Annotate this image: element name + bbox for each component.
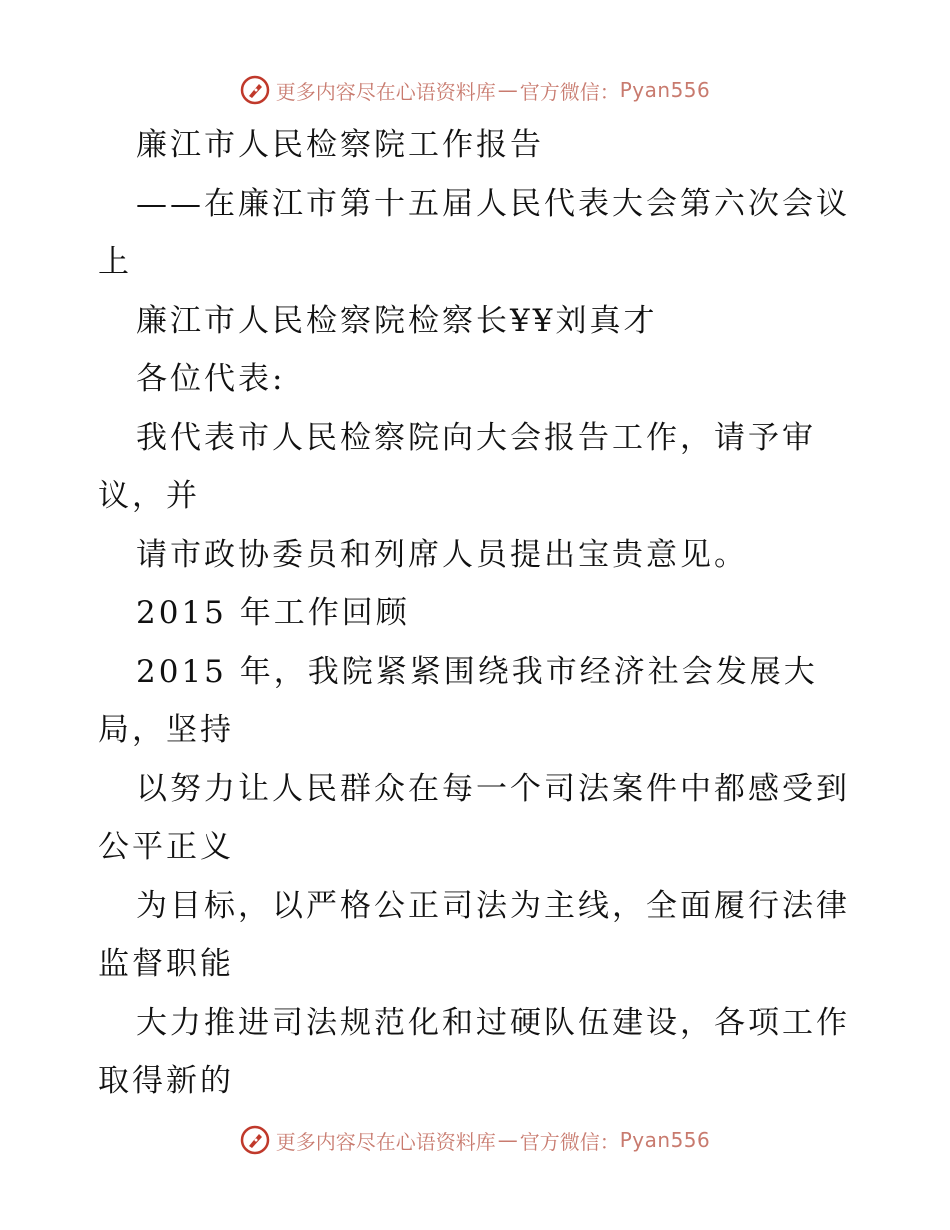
author-line: 廉江市人民检察院检察长¥¥刘真才: [136, 302, 658, 339]
paragraph-line: 取得新的: [98, 1063, 234, 1099]
paragraph-line: 我代表市人民检察院向大会报告工作，请予审: [136, 419, 816, 456]
pen-nib-logo-icon: [240, 75, 270, 105]
watermark-separator: —: [497, 78, 518, 102]
subtitle-line-continued: 上: [98, 244, 132, 280]
paragraph-line: 以努力让人民群众在每一个司法案件中都感受到: [136, 770, 850, 807]
paragraph-line: 为目标，以严格公正司法为主线，全面履行法律: [136, 887, 850, 924]
watermark-wechat-label: 官方微信：: [519, 79, 620, 104]
pen-nib-logo-icon: [240, 1125, 270, 1155]
paragraph-line: 公平正义: [98, 829, 234, 865]
paragraph-line: 2015 年，我院紧紧围绕我市经济社会发展大: [136, 653, 818, 690]
paragraph-line: 局，坚持: [98, 712, 234, 748]
footer-watermark: [0, 1120, 950, 1160]
watermark-text: 更多内容尽在心语资料库: [275, 1129, 496, 1154]
paragraph-line: 大力推进司法规范化和过硬队伍建设，各项工作: [136, 1004, 850, 1041]
section-heading: 2015 年工作回顾: [136, 595, 410, 631]
watermark-wechat-id: Pyan556: [619, 78, 711, 102]
watermark-wechat-id: Pyan556: [619, 1128, 711, 1152]
watermark-text: 更多内容尽在心语资料库: [275, 79, 496, 104]
document-body: [98, 116, 858, 1111]
header-watermark: [0, 70, 950, 110]
salutation: 各位代表:: [136, 361, 286, 397]
paragraph-line: 请市政协委员和列席人员提出宝贵意见。: [136, 536, 748, 573]
paragraph-line: 监督职能: [98, 946, 234, 982]
document-title: 廉江市人民检察院工作报告: [136, 127, 544, 163]
subtitle-line: ——在廉江市第十五届人民代表大会第六次会议: [136, 185, 850, 222]
watermark-wechat-label: 官方微信：: [519, 1129, 620, 1154]
paragraph-line: 议，并: [98, 478, 200, 514]
watermark-separator: —: [497, 1128, 518, 1152]
